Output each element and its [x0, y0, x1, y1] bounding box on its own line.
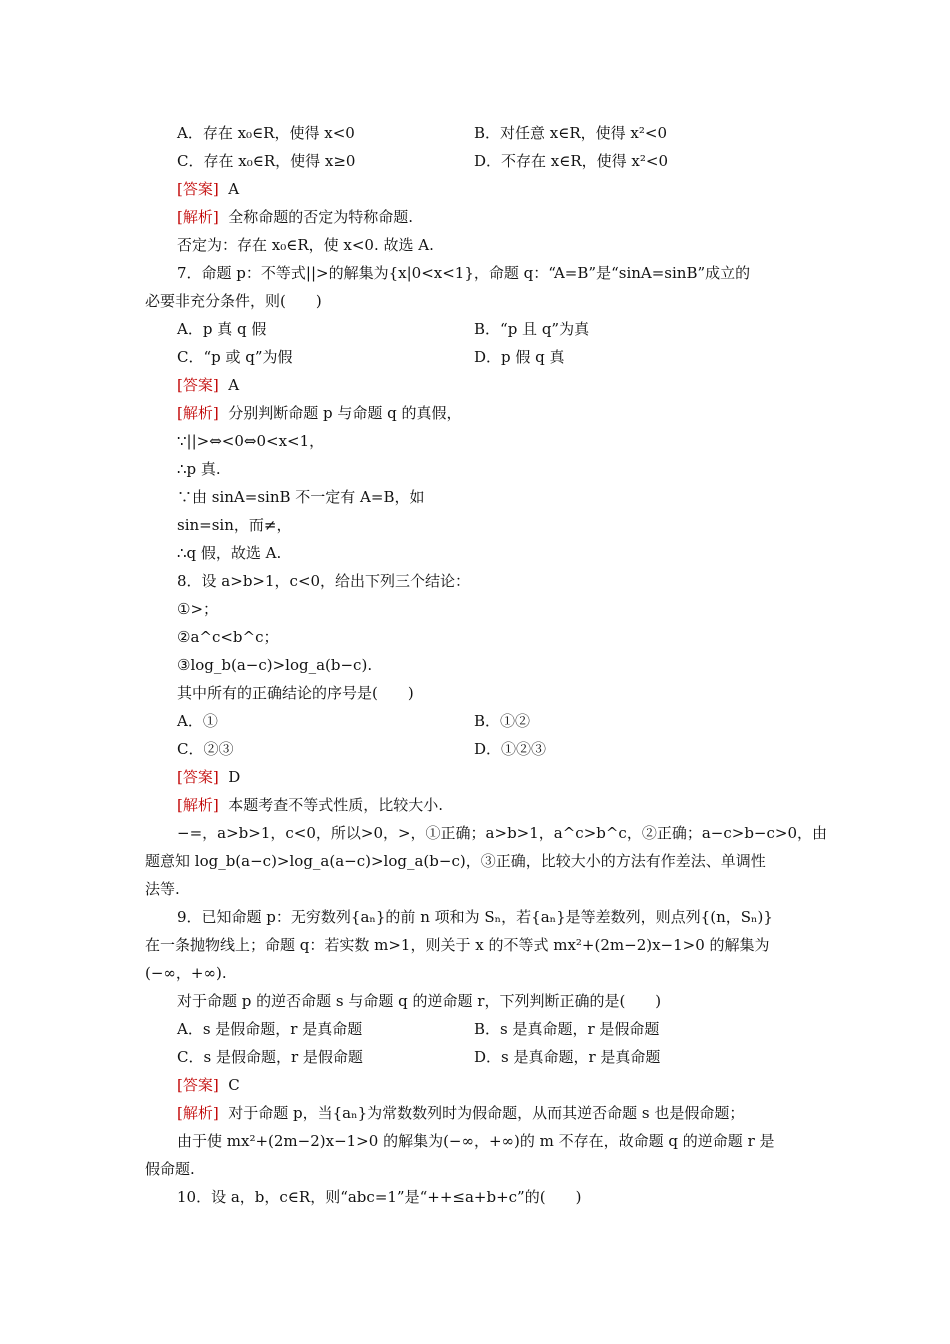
- q8-conclusion-1: ①>；: [177, 600, 219, 618]
- q8-conclusion-3: ③log_b(a−c)>log_a(b−c).: [177, 656, 373, 674]
- q8-analysis: 本题考查不等式性质，比较大小.: [228, 796, 444, 814]
- q7-option-c: C．“p 或 q”为假: [177, 348, 293, 366]
- q7-stem-1: 7．命题 p：不等式||>的解集为{x|0<x<1}，命题 q：“A=B”是“sinA=sinB”成立的: [177, 264, 751, 282]
- q7-answer-line: [177, 375, 239, 395]
- q10-stem: 10．设 a，b，c∈R，则“abc=1”是“++≤a+b+c”的( ): [177, 1188, 582, 1206]
- q8-analysis-l3: 法等.: [145, 880, 180, 898]
- q8-analysis-l1: −=，a>b>1，c<0，所以>0，>，①正确；a>b>1，a^c>b^c，②正确；a−c>b−c>0，由: [177, 824, 827, 842]
- q8-analysis-line: [177, 795, 443, 815]
- q6-answer-line: [177, 179, 239, 199]
- q7-analysis-line: [177, 403, 462, 423]
- q7-stem-2: 必要非充分条件，则( ): [145, 292, 322, 310]
- answer-tag: [答案]: [177, 180, 219, 198]
- q7-analysis-l5: ∴q 假，故选 A.: [177, 544, 282, 562]
- q6-option-d: D．不存在 x∈R，使得 x²<0: [474, 152, 669, 170]
- answer-tag: [答案]: [177, 376, 219, 394]
- q8-analysis-l2: 题意知 log_b(a−c)>log_a(a−c)>log_a(b−c)，③正确，比较大小的方法有作差法、单调性: [145, 852, 766, 870]
- q9-question: 对于命题 p 的逆否命题 s 与命题 q 的逆命题 r，下列判断正确的是( ): [177, 992, 662, 1010]
- q8-option-c: C．②③: [177, 740, 234, 758]
- q8-answer: D: [228, 768, 241, 786]
- q7-answer: A: [228, 376, 240, 394]
- q7-analysis-l2: ∴p 真.: [177, 460, 221, 478]
- analysis-tag: [解析]: [177, 404, 219, 422]
- q9-option-b: B．s 是真命题，r 是假命题: [474, 1020, 660, 1038]
- q6-option-c: C．存在 x₀∈R，使得 x≥0: [177, 152, 356, 170]
- q8-conclusion-2: ②a^c<b^c；: [177, 628, 279, 646]
- q6-analysis-line: [177, 207, 413, 227]
- q8-stem: 8．设 a>b>1，c<0，给出下列三个结论：: [177, 572, 471, 590]
- q9-option-a: A．s 是假命题，r 是真命题: [177, 1020, 363, 1038]
- answer-tag: [答案]: [177, 1076, 219, 1094]
- q9-stem-2: 在一条抛物线上；命题 q：若实数 m>1，则关于 x 的不等式 mx²+(2m−2)x−1>0 的解集为: [145, 936, 770, 954]
- q7-option-b: B．“p 且 q”为真: [474, 320, 590, 338]
- q9-analysis-line: [177, 1103, 744, 1123]
- q6-analysis: 全称命题的否定为特称命题.: [228, 208, 414, 226]
- q7-analysis-l3: ∵由 sinA=sinB 不一定有 A=B，如: [177, 488, 425, 506]
- q7-analysis-l4: sin=sin，而≠，: [177, 516, 292, 534]
- q9-analysis-l1: 由于使 mx²+(2m−2)x−1>0 的解集为(−∞，+∞)的 m 不存在，故命题 q 的逆命题 r 是: [177, 1132, 775, 1150]
- q6-answer: A: [228, 180, 240, 198]
- q6-analysis-2: 否定为：存在 x₀∈R，使 x<0. 故选 A.: [177, 236, 434, 254]
- q8-question: 其中所有的正确结论的序号是( ): [177, 684, 414, 702]
- q7-option-d: D．p 假 q 真: [474, 348, 565, 366]
- analysis-tag: [解析]: [177, 208, 219, 226]
- q6-option-b: B．对任意 x∈R，使得 x²<0: [474, 124, 668, 142]
- q7-analysis: 分别判断命题 p 与命题 q 的真假，: [228, 404, 462, 422]
- q7-analysis-l1: ∵||>⇔<0⇔0<x<1，: [177, 432, 325, 450]
- q9-analysis-l2: 假命题.: [145, 1160, 195, 1178]
- q9-answer-line: [177, 1075, 240, 1095]
- analysis-tag: [解析]: [177, 796, 219, 814]
- analysis-tag: [解析]: [177, 1104, 219, 1122]
- q6-option-a: A．存在 x₀∈R，使得 x<0: [177, 124, 355, 142]
- q9-answer: C: [228, 1076, 240, 1094]
- q9-option-d: D．s 是真命题，r 是真命题: [474, 1048, 661, 1066]
- q8-option-d: D．①②③: [474, 740, 547, 758]
- q8-answer-line: [177, 767, 240, 787]
- q9-stem-1: 9．已知命题 p：无穷数列{aₙ}的前 n 项和为 Sₙ，若{aₙ}是等差数列，则点列{(n，Sₙ)}: [177, 908, 773, 926]
- q8-option-b: B．①②: [474, 712, 531, 730]
- q9-analysis: 对于命题 p，当{aₙ}为常数数列时为假命题，从而其逆否命题 s 也是假命题；: [228, 1104, 745, 1122]
- answer-tag: [答案]: [177, 768, 219, 786]
- q8-option-a: A．①: [177, 712, 218, 730]
- q9-option-c: C．s 是假命题，r 是假命题: [177, 1048, 363, 1066]
- q9-stem-3: (−∞，+∞).: [145, 964, 227, 982]
- q7-option-a: A．p 真 q 假: [177, 320, 267, 338]
